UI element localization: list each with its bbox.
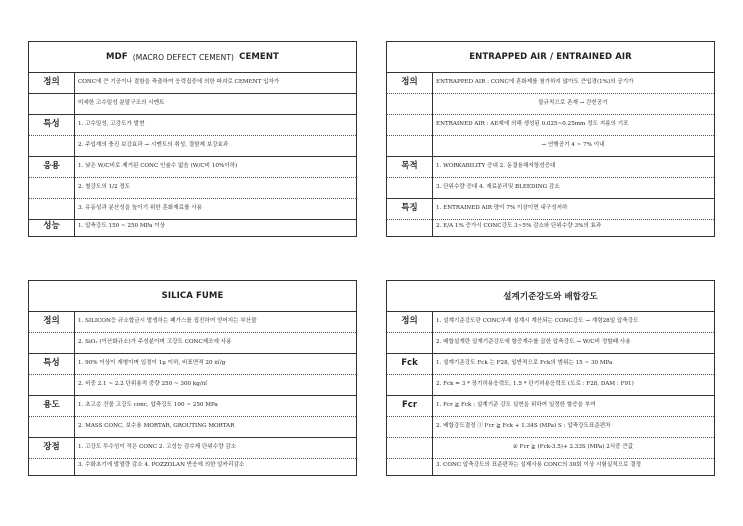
row-text: 2. 배합강도결정 ① Fcr ≧ Fck + 1.34S (MPa) S : 압축강도표준편차 (436, 423, 611, 429)
row-label: 특성 (43, 358, 60, 368)
row-text: → 연행공기 4 ~ 7% 이내 (541, 142, 605, 148)
table-row (387, 93, 714, 115)
table-row (29, 395, 356, 417)
row-text: 3. 수화초기에 발열량 감소 4. POZZOLAN 반응에 의한 알카리감소 (78, 462, 245, 468)
table-row (29, 311, 356, 333)
card-title: SILICA FUME (29, 281, 356, 312)
title-part: (MACRO DEFECT CEMENT) (132, 52, 235, 62)
table-row (387, 311, 714, 333)
table-row (29, 114, 356, 136)
table-row (29, 332, 356, 354)
row-text: ENTRAINED AIR : AE제에 의해 생성된 0.025~0.25mm 정도 지름의 기포 (436, 121, 629, 127)
row-text: CONC에 큰 기공이나 결함을 축출하여 응력집중에 의한 파괴로 CEMENT 입자가 (78, 79, 280, 85)
row-text: 1. 고강도 투수성이 작은 CONC 2. 고성능 감수제 단위수량 감소 (78, 444, 237, 450)
table-row (29, 156, 356, 178)
row-label: 정의 (401, 316, 418, 326)
row-label (29, 177, 74, 198)
title-part: CEMENT (239, 52, 279, 62)
row-text: 1. 낮은 W/C비로 제거된 CONC 인슐수 없음 (W/C비 10%이하) (78, 163, 238, 169)
card-title: 설계기준강도와 배합강도 (387, 281, 714, 312)
table-row (387, 395, 714, 417)
row-text: 1. 설계기준강도란 CONC부재 설계시 계산되는 CONC강도 → 재령28일 압축강도 (436, 318, 639, 324)
row-label (387, 135, 432, 156)
row-label (29, 332, 74, 353)
row-label: 성능 (43, 221, 60, 231)
table-row (387, 72, 714, 94)
row-label (387, 216, 432, 237)
table-row (387, 455, 714, 476)
row-text: 1. 90% 이상이 재형이며 입경이 1μ 이하, 비표면적 20 ㎡/g (78, 360, 226, 366)
row-label (29, 135, 74, 156)
row-label: Fck (401, 358, 418, 368)
table-row (29, 353, 356, 375)
table-row (29, 177, 356, 199)
row-text: 3. CONC 압축강도의 표준편차는 실제사용 CONC의 30회 이상 시험실적으로 결정 (436, 462, 642, 468)
table-row (387, 177, 714, 199)
table-row (387, 216, 714, 237)
table-row (29, 72, 356, 94)
table-row (387, 135, 714, 157)
table-row (387, 353, 714, 375)
row-text: 1. 고수밀성, 고강도가 발현 (78, 121, 145, 127)
row-label: 정의 (401, 77, 418, 87)
row-text: 2. SiO₂ (이산화규소)가 주성분이며 고강도 CONC제조에 사용 (78, 339, 232, 345)
title-part: MDF (106, 52, 128, 62)
row-label (387, 416, 432, 437)
row-text: ② Fcr ≧ (Fck-3.5)+ 2.33S (MPa) 2식중 큰값 (512, 444, 634, 450)
row-label: 정의 (43, 77, 60, 87)
table-row (387, 374, 714, 396)
row-label (29, 374, 74, 395)
table-row (29, 93, 356, 115)
row-text: 2. 철강도의 1/2 정도 (78, 184, 131, 190)
row-label: 목적 (401, 161, 418, 171)
row-text: 1. Fcr ≧ Fck : 설계기준 강도 실현을 위하여 일정한 할증을 부여 (436, 402, 596, 408)
row-text: ENTRAPPED AIR : CONC에 혼화제를 첨가하지 않아도 큰입경(1%)의 공기가 (436, 79, 634, 85)
row-label: 용도 (43, 400, 60, 410)
row-label: 응용 (43, 161, 60, 171)
table-row (387, 114, 714, 136)
card-title: ENTRAPPED AIR / ENTRAINED AIR (387, 42, 714, 73)
row-label (387, 93, 432, 114)
row-label: 장점 (43, 442, 60, 452)
row-label: 특성 (43, 119, 60, 129)
table-row (29, 216, 356, 237)
row-text: 1. 압축강도 150 ~ 250 MPa 이상 (78, 223, 166, 229)
card-title (29, 42, 356, 73)
row-text: 1. WORKABILITY 증대 2. 동결융해저항성증대 (436, 163, 556, 169)
row-label (387, 114, 432, 135)
row-text: 1. 초고층 건물 고강도 conc, 압축강도 100 ~ 250 MPa (78, 402, 218, 408)
table-row (29, 135, 356, 157)
row-text: 2. 비중 2.1 ~ 2.2 단위용적 중량 250 ~ 300 kg/㎥ (78, 381, 208, 387)
row-text: 미세한 고수밀성 분말구조의 시멘트 (78, 100, 165, 106)
card-mdf (28, 41, 357, 237)
row-label (387, 374, 432, 395)
row-label (387, 177, 432, 198)
card-design-strength (386, 280, 715, 476)
row-text: 2. MASS CONC, 보수용 MORTAR, GROUTING MORTAR (78, 423, 235, 429)
row-text: 불규칙으로 존재 → 갇힌공기 (538, 100, 608, 106)
row-label (29, 416, 74, 437)
row-text: 1. 설계기준강도 Fck 는 F28, 일반적으로 Fck의 범위는 15 ~ 30 MPa (436, 360, 613, 366)
row-text: 2. E/A 1% 증가시 CONC강도 3~5% 감소와 단위수량 3%의 효과 (436, 223, 602, 229)
row-label: 특징 (401, 203, 418, 213)
table-row (387, 156, 714, 178)
table-row (29, 455, 356, 476)
row-label: 정의 (43, 316, 60, 326)
row-text: 3. 단위수량 증대 4. 재료분리및 BLEEDING 감소 (436, 184, 560, 190)
row-text: 2. 주입재의 충진 보강효과 → 시멘트의 취성, 결함제 보강효과 (78, 142, 229, 148)
table-row (387, 416, 714, 438)
row-label (29, 93, 74, 114)
card-silica-fume (28, 280, 357, 476)
table-row (29, 374, 356, 396)
row-text: 2. 배합설계란 설계기준강도에 할증계수를 곱한 압축강도 → W/C비 정할때 사용 (436, 339, 631, 345)
card-air (386, 41, 715, 237)
table-row (387, 332, 714, 354)
row-label (387, 332, 432, 353)
row-label (29, 455, 74, 476)
row-text: 1. SILICON등 규소합금시 발생하는 폐가스를 집진하여 얻어지는 부산물 (78, 318, 257, 324)
row-text: 2. Fck = 3 * 장기허용응력도, 1.5 * 단기허용응력도 (도로 : F28, DAM : F91) (436, 381, 634, 387)
row-label (387, 455, 432, 476)
row-text: 3. 유동성과 분산성을 높이기 위한 혼화재료를 사용 (78, 205, 203, 211)
row-text: 1. ENTRAINED AIR 양이 7% 이상이면 내구성저하 (436, 205, 568, 211)
row-label: Fcr (401, 400, 418, 410)
table-row (29, 416, 356, 438)
